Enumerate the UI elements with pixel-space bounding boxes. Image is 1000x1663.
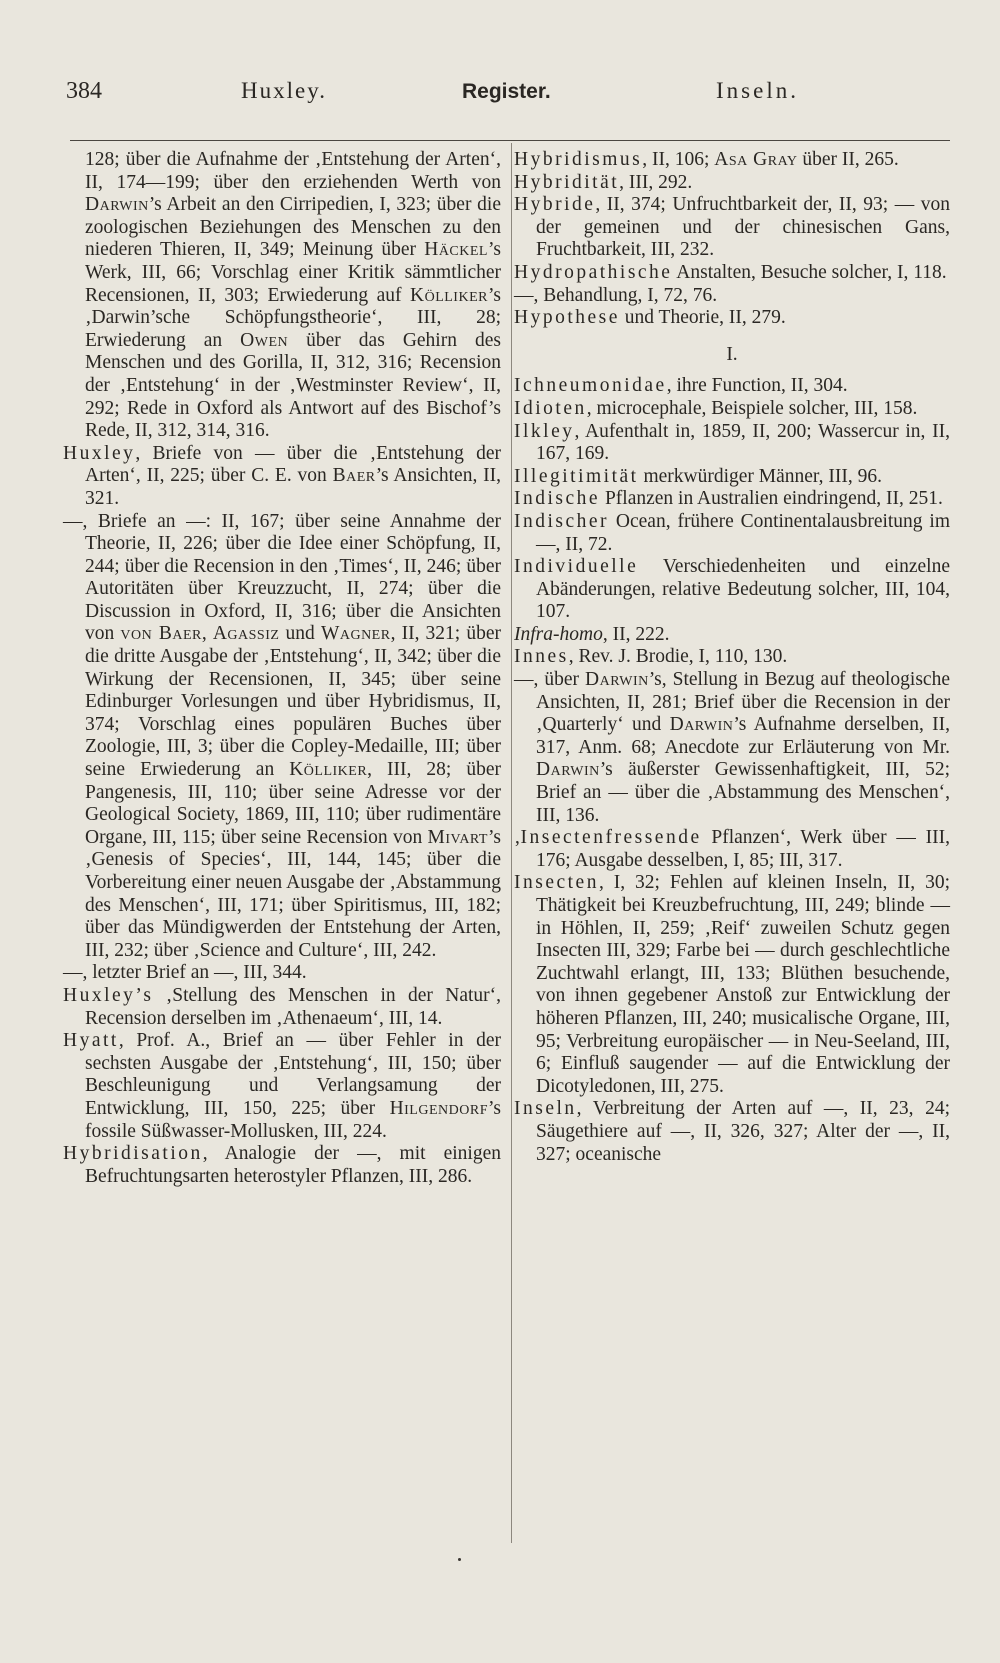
index-entry [63,1030,501,1143]
entry-text: , I, 32; Fehlen auf kleinen Inseln, II, 30; Thätigkeit bei Kreuzbefruchtung, III, 249; blinde — in Höhlen, II, 259; ‚Reif‘ zuweilen Schutz gegen Insecten III, 329; Farbe bei — durch geschlechtliche Zuchtwahl erlangt, III, 133; Blüthen besuchende, von ihnen gegebener Anstoß zur Entwicklung der höheren Pflanzen, III, 240; musicalische Organe, III, 95; Verbreitung europäischer — in Neu-Seeland, III, 6; Einfluß saugender — auf die Entwicklung der Dicotyledonen, III, 275. [536,872,950,1097]
entry-keyword: Hydropathische [514,261,673,283]
index-entry [514,872,950,1098]
index-entry [63,149,501,443]
entry-text: ’s ‚Genesis of Species‘, III, 144, 145; über die Vorbereitung einer neuen Ausgabe der ‚Abstammung des Menschen‘, III, 171; über Spiritismus, III, 182; über das Mündigwerden der Entstehung der Arten, III, 232; über ‚Science and Culture‘, III, 242. [85,826,501,961]
header-rule [70,140,950,141]
entry-text: Ocean, frühere Continentalausbreitung im —, II, 72. [536,510,950,555]
entry-text: , Rev. J. Brodie, I, 110, 130. [568,646,788,668]
person-name: Wagner [320,623,391,645]
entry-text: Verschiedenheiten und einzelne Abänderungen, relative Bedeutung solcher, III, 104, 107. [536,556,950,623]
person-name: Darwin [669,714,734,736]
person-name: Owen [240,329,289,351]
index-entry [514,172,950,195]
right-column [514,149,950,1166]
entry-text: ’s Aufnahme derselben, II, 317, Anm. 68; Anecdote zur Erläuterung von Mr. [536,714,951,758]
entry-keyword: Illegitimität [514,465,639,487]
entry-keyword: Inseln [514,1098,577,1120]
index-entry [514,262,950,285]
index-entry [514,149,950,172]
entry-text: —, letzter Brief an —, III, 344. [63,962,307,984]
entry-keyword: Idioten [514,397,587,419]
entry-text: , Aufenthalt in, 1859, II, 200; Wassercur in, II, 167, 169. [536,420,950,465]
index-entry [514,375,950,398]
entry-text: , II, 106; [642,149,715,170]
index-entry [514,827,950,872]
index-entry [514,511,950,556]
index-entry [63,962,501,985]
column-divider [511,143,512,1543]
index-entry [63,511,501,963]
section-title: Register. [462,80,551,103]
entry-text: , II, 222. [602,623,670,645]
entry-text: ’s fossile Süßwasser-Mollusken, III, 224. [85,1097,501,1142]
person-name: Baer [332,465,376,487]
entry-keyword: Hybride [514,194,596,216]
entry-text: —, Briefe an —: II, 167; über seine Annahme der Theorie, II, 226; über die Idee einer Schöpfung, II, 244; über die Recension in den ‚Times‘, II, 246; über Autoritäten über Kreuzzucht, II, 274; über die Discussion in Oxford, II, 316; über die Ansichten von [63,510,501,645]
page-number: 384 [66,78,102,104]
person-name: Darwin [585,669,649,691]
entry-keyword: Individuelle [514,556,639,578]
entry-keyword: Insectenfressende [520,827,702,849]
entry-text: ’s, Stellung in Bezug auf theologische Ansichten, II, 281; Brief über die Recension in der ‚Quarterly‘ und [536,669,950,736]
entry-text: und [279,623,321,645]
entry-text: —, Behandlung, I, 72, 76. [514,284,718,306]
entry-text: ’s äußerster Gewissenhaftigkeit, III, 52; Brief an — über die ‚Abstammung des Menschen‘, III, 136. [536,759,950,826]
index-entry [63,443,501,511]
person-name: Häckel [424,239,488,261]
entry-text: , microcephale, Beispiele solcher, III, 158. [586,397,918,419]
entry-text: , III, 28; über Pangenesis, III, 110; über seine Adresse vor der Geological Society, 1869, III, 110; über rudimentäre Organe, III, 115; über seine Recension von [85,759,501,848]
entry-text: I. [726,343,738,365]
entry-text: , II, 374; Unfruchtbarkeit der, II, 93; — von der gemeinen und der chinesischen Gans, Fruchtbarkeit, III, 232. [536,194,950,261]
index-entry [63,1143,501,1188]
index-entry [514,307,950,330]
entry-text: ’s ‚Darwin’sche Schöpfungstheorie‘, III, 28; Erwiederung an [85,284,501,351]
entry-keyword: Insecten [514,872,599,894]
entry-keyword: Hybridität [514,171,620,193]
entry-text: über das Gehirn des Menschen und des Gorilla, II, 312, 316; Recension der ‚Entstehung‘ in der ‚Westminster Review‘, II, 292; Rede in Oxford als Antwort auf des Bischof’s Rede, II, 312, 314, 316. [85,329,501,442]
entry-keyword: Innes [514,646,569,668]
entry-keyword: Hypothese [514,307,620,329]
printer-dot [458,1558,461,1561]
entry-keyword: Indischer [514,510,610,532]
entry-text: über II, 265. [797,149,899,170]
person-name: von Baer [120,623,202,645]
entry-keyword: Ichneumonidae [514,375,667,397]
entry-text: ’s Ansichten, II, 321. [85,465,501,509]
running-head-right: Inseln. [716,78,799,103]
entry-keyword: Hybridisation [63,1143,203,1165]
entry-text: Infra-homo [514,623,603,645]
entry-text: 128; über die Aufnahme der ‚Entstehung der Arten‘, II, 174—199; über den erziehenden Werth von [85,149,501,193]
entry-text: , Briefe von — über die ‚Entstehung der Arten‘, II, 225; über C. E. von [85,442,501,487]
index-entry [514,194,950,262]
entry-text: , Prof. A., Brief an — über Fehler in der sechsten Ausgabe der ‚Entstehung‘, III, 150; über Beschleunigung und Verlangsamung der Entwicklung, III, 150, 225; über [85,1030,501,1119]
entry-text: Pflanzen in Australien eindringend, II, 251. [600,488,943,510]
entry-keyword: Huxley’s [63,984,154,1006]
entry-text: , II, 321; über die dritte Ausgabe der ‚Entstehung‘, II, 342; über die Wirkung der Recensionen, II, 345; über seine Edinburger Vorlesungen und über Hybridismus, II, 374; Vorschlag eines populären Buches über Zoologie, III, 3; über die Copley-Medaille, III; über seine Erwiederung an [85,623,502,781]
index-entry [514,488,950,511]
entry-text: Anstalten, Besuche solcher, I, 118. [672,261,947,283]
entry-text: ’s Werk, III, 66; Vorschlag einer Kritik sämmtlicher Recensionen, II, 303; Erwiederung auf [85,239,501,306]
entry-text: , III, 292. [619,171,693,193]
entry-text: ’s Arbeit an den Cirripedien, I, 323; über die zoologischen Beziehungen des Menschen zu den niederen Thieren, II, 349; Meinung über [85,194,501,261]
person-name: Asa Gray [714,149,798,170]
person-name: Kölliker [289,759,368,781]
index-entry [514,421,950,466]
index-entry [514,556,950,624]
index-entry [514,466,950,489]
entry-text: merkwürdiger Männer, III, 96. [638,465,883,487]
person-name: Mivart [427,826,488,848]
entry-keyword: Hybridismus [514,149,643,170]
entry-keyword: Hyatt [63,1030,119,1052]
entry-text: , Verbreitung der Arten auf —, II, 23, 24; Säugethiere auf —, II, 326, 327; Alter der —, II, 327; oceanische [536,1098,950,1165]
left-column [63,149,501,1188]
person-name: Darwin [85,194,149,216]
index-entry [514,1098,950,1166]
index-entry [514,646,950,669]
letter-heading [514,344,950,367]
person-name: Darwin [536,759,600,781]
person-name: Hilgendorf [389,1097,488,1119]
entry-keyword: Ilkley [514,420,575,442]
index-entry [514,624,950,647]
index-entry [514,669,950,827]
entry-text: —, über [514,669,585,691]
entry-keyword: Indische [514,488,601,510]
entry-keyword: Huxley [63,442,136,464]
running-head-left: Huxley. [241,78,327,103]
entry-text: , ihre Function, II, 304. [666,375,848,397]
person-name: Agassiz [212,623,280,645]
person-name: Kölliker [410,284,488,306]
index-entry [63,985,501,1030]
index-entry [514,285,950,308]
entry-text: ‚Stellung des Menschen in der Natur‘, Recension derselben im ‚Athenaeum‘, III, 14. [85,984,501,1029]
index-entry [514,398,950,421]
entry-text: und Theorie, II, 279. [619,307,786,329]
entry-text: , Analogie der —, mit einigen Befruchtungsarten heterostyler Pflanzen, III, 286. [85,1143,501,1187]
entry-text: Pflanzen‘, Werk über — III, 176; Ausgabe desselben, I, 85; III, 317. [536,827,950,871]
entry-text: , [201,623,213,645]
page-header [66,78,946,112]
entry-text: ‚ [514,827,521,849]
